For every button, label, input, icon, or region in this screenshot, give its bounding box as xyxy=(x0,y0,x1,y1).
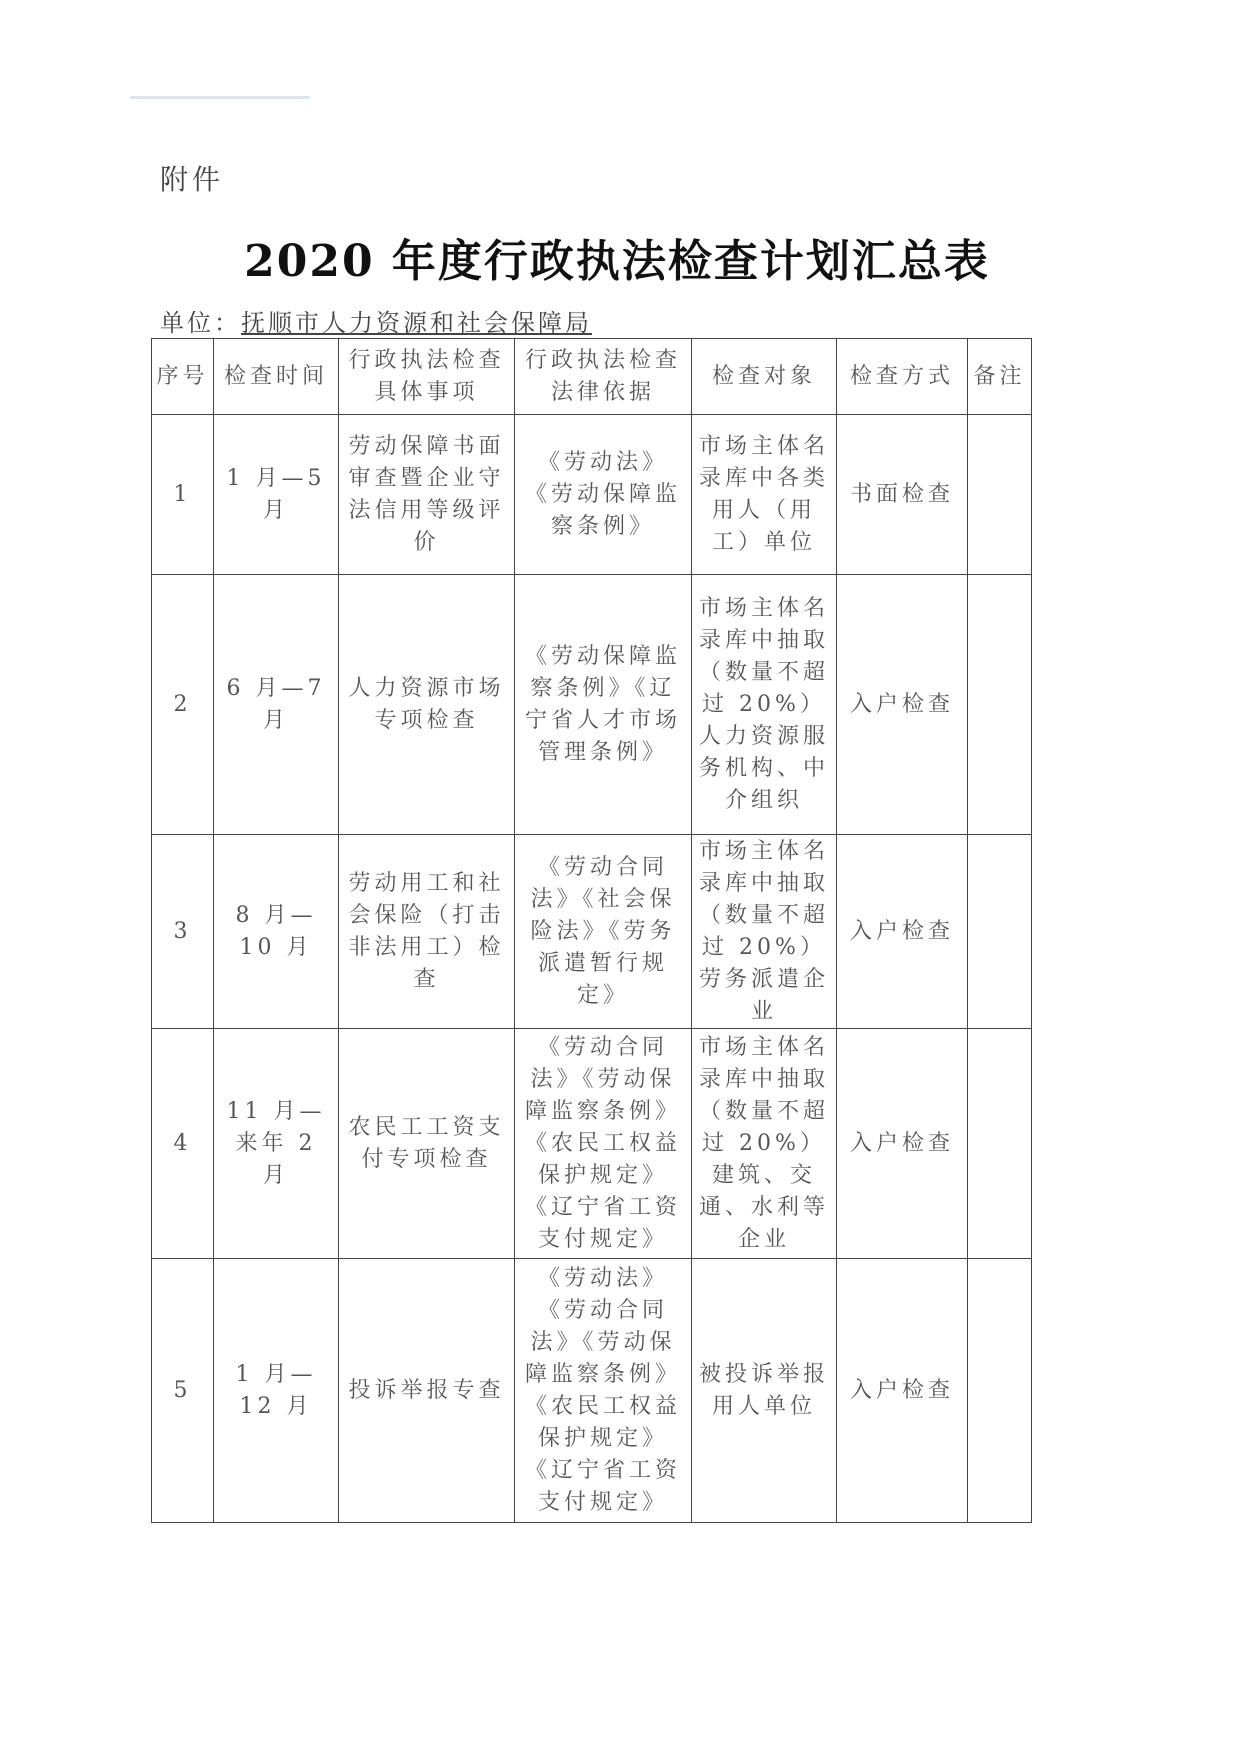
cell-item: 人力资源市场专项检查 xyxy=(339,575,515,835)
cell-time: 1 月—5 月 xyxy=(214,415,339,575)
cell-item: 劳动用工和社会保险（打击非法用工）检查 xyxy=(339,835,515,1029)
cell-no: 1 xyxy=(152,415,214,575)
inspection-plan-table xyxy=(151,338,1032,1523)
table-row xyxy=(152,835,1032,1029)
header-time: 检查时间 xyxy=(214,339,339,415)
cell-note xyxy=(968,835,1032,1029)
cell-time: 6 月—7 月 xyxy=(214,575,339,835)
unit-line xyxy=(160,303,592,338)
table-row xyxy=(152,415,1032,575)
header-no: 序号 xyxy=(152,339,214,415)
header-item: 行政执法检查具体事项 xyxy=(339,339,515,415)
cell-no: 5 xyxy=(152,1259,214,1523)
cell-note xyxy=(968,415,1032,575)
cell-item: 农民工工资支付专项检查 xyxy=(339,1029,515,1259)
header-method: 检查方式 xyxy=(837,339,968,415)
cell-basis: 《劳动法》《劳动保障监察条例》 xyxy=(515,415,692,575)
cell-basis: 《劳动合同法》《社会保险法》《劳务派遣暂行规定》 xyxy=(515,835,692,1029)
table-header-row xyxy=(152,339,1032,415)
cell-no: 3 xyxy=(152,835,214,1029)
cell-method: 入户检查 xyxy=(837,575,968,835)
cell-method: 入户检查 xyxy=(837,835,968,1029)
cell-target: 市场主体名录库中抽取（数量不超过 20%）建筑、交通、水利等企业 xyxy=(692,1029,837,1259)
cell-basis: 《劳动合同法》《劳动保障监察条例》《农民工权益保护规定》《辽宁省工资支付规定》 xyxy=(515,1029,692,1259)
cell-basis: 《劳动法》《劳动合同法》《劳动保障监察条例》《农民工权益保护规定》《辽宁省工资支付规定》 xyxy=(515,1259,692,1523)
cell-method: 书面检查 xyxy=(837,415,968,575)
header-basis: 行政执法检查法律依据 xyxy=(515,339,692,415)
cell-no: 4 xyxy=(152,1029,214,1259)
unit-name: 抚顺市人力资源和社会保障局 xyxy=(241,309,592,337)
cell-no: 2 xyxy=(152,575,214,835)
cell-note xyxy=(968,1259,1032,1523)
cell-target: 市场主体名录库中抽取（数量不超过 20%）人力资源服务机构、中介组织 xyxy=(692,575,837,835)
attachment-label: 附件 xyxy=(160,163,225,196)
cell-item: 劳动保障书面审查暨企业守法信用等级评价 xyxy=(339,415,515,575)
cell-time: 11 月—来年 2 月 xyxy=(214,1029,339,1259)
cell-note xyxy=(968,575,1032,835)
scan-artifact xyxy=(130,96,310,99)
page-title: 2020 年度行政执法检查计划汇总表 xyxy=(244,236,990,287)
cell-method: 入户检查 xyxy=(837,1029,968,1259)
cell-basis: 《劳动保障监察条例》《辽宁省人才市场管理条例》 xyxy=(515,575,692,835)
cell-target: 被投诉举报用人单位 xyxy=(692,1259,837,1523)
table-row xyxy=(152,1259,1032,1523)
table-row xyxy=(152,575,1032,835)
cell-method: 入户检查 xyxy=(837,1259,968,1523)
cell-note xyxy=(968,1029,1032,1259)
header-note: 备注 xyxy=(968,339,1032,415)
cell-target: 市场主体名录库中各类用人（用工）单位 xyxy=(692,415,837,575)
cell-time: 8 月—10 月 xyxy=(214,835,339,1029)
cell-time: 1 月—12 月 xyxy=(214,1259,339,1523)
cell-target: 市场主体名录库中抽取（数量不超过 20%）劳务派遣企业 xyxy=(692,835,837,1029)
unit-label: 单位： xyxy=(160,309,241,337)
table-row xyxy=(152,1029,1032,1259)
header-target: 检查对象 xyxy=(692,339,837,415)
cell-item: 投诉举报专查 xyxy=(339,1259,515,1523)
